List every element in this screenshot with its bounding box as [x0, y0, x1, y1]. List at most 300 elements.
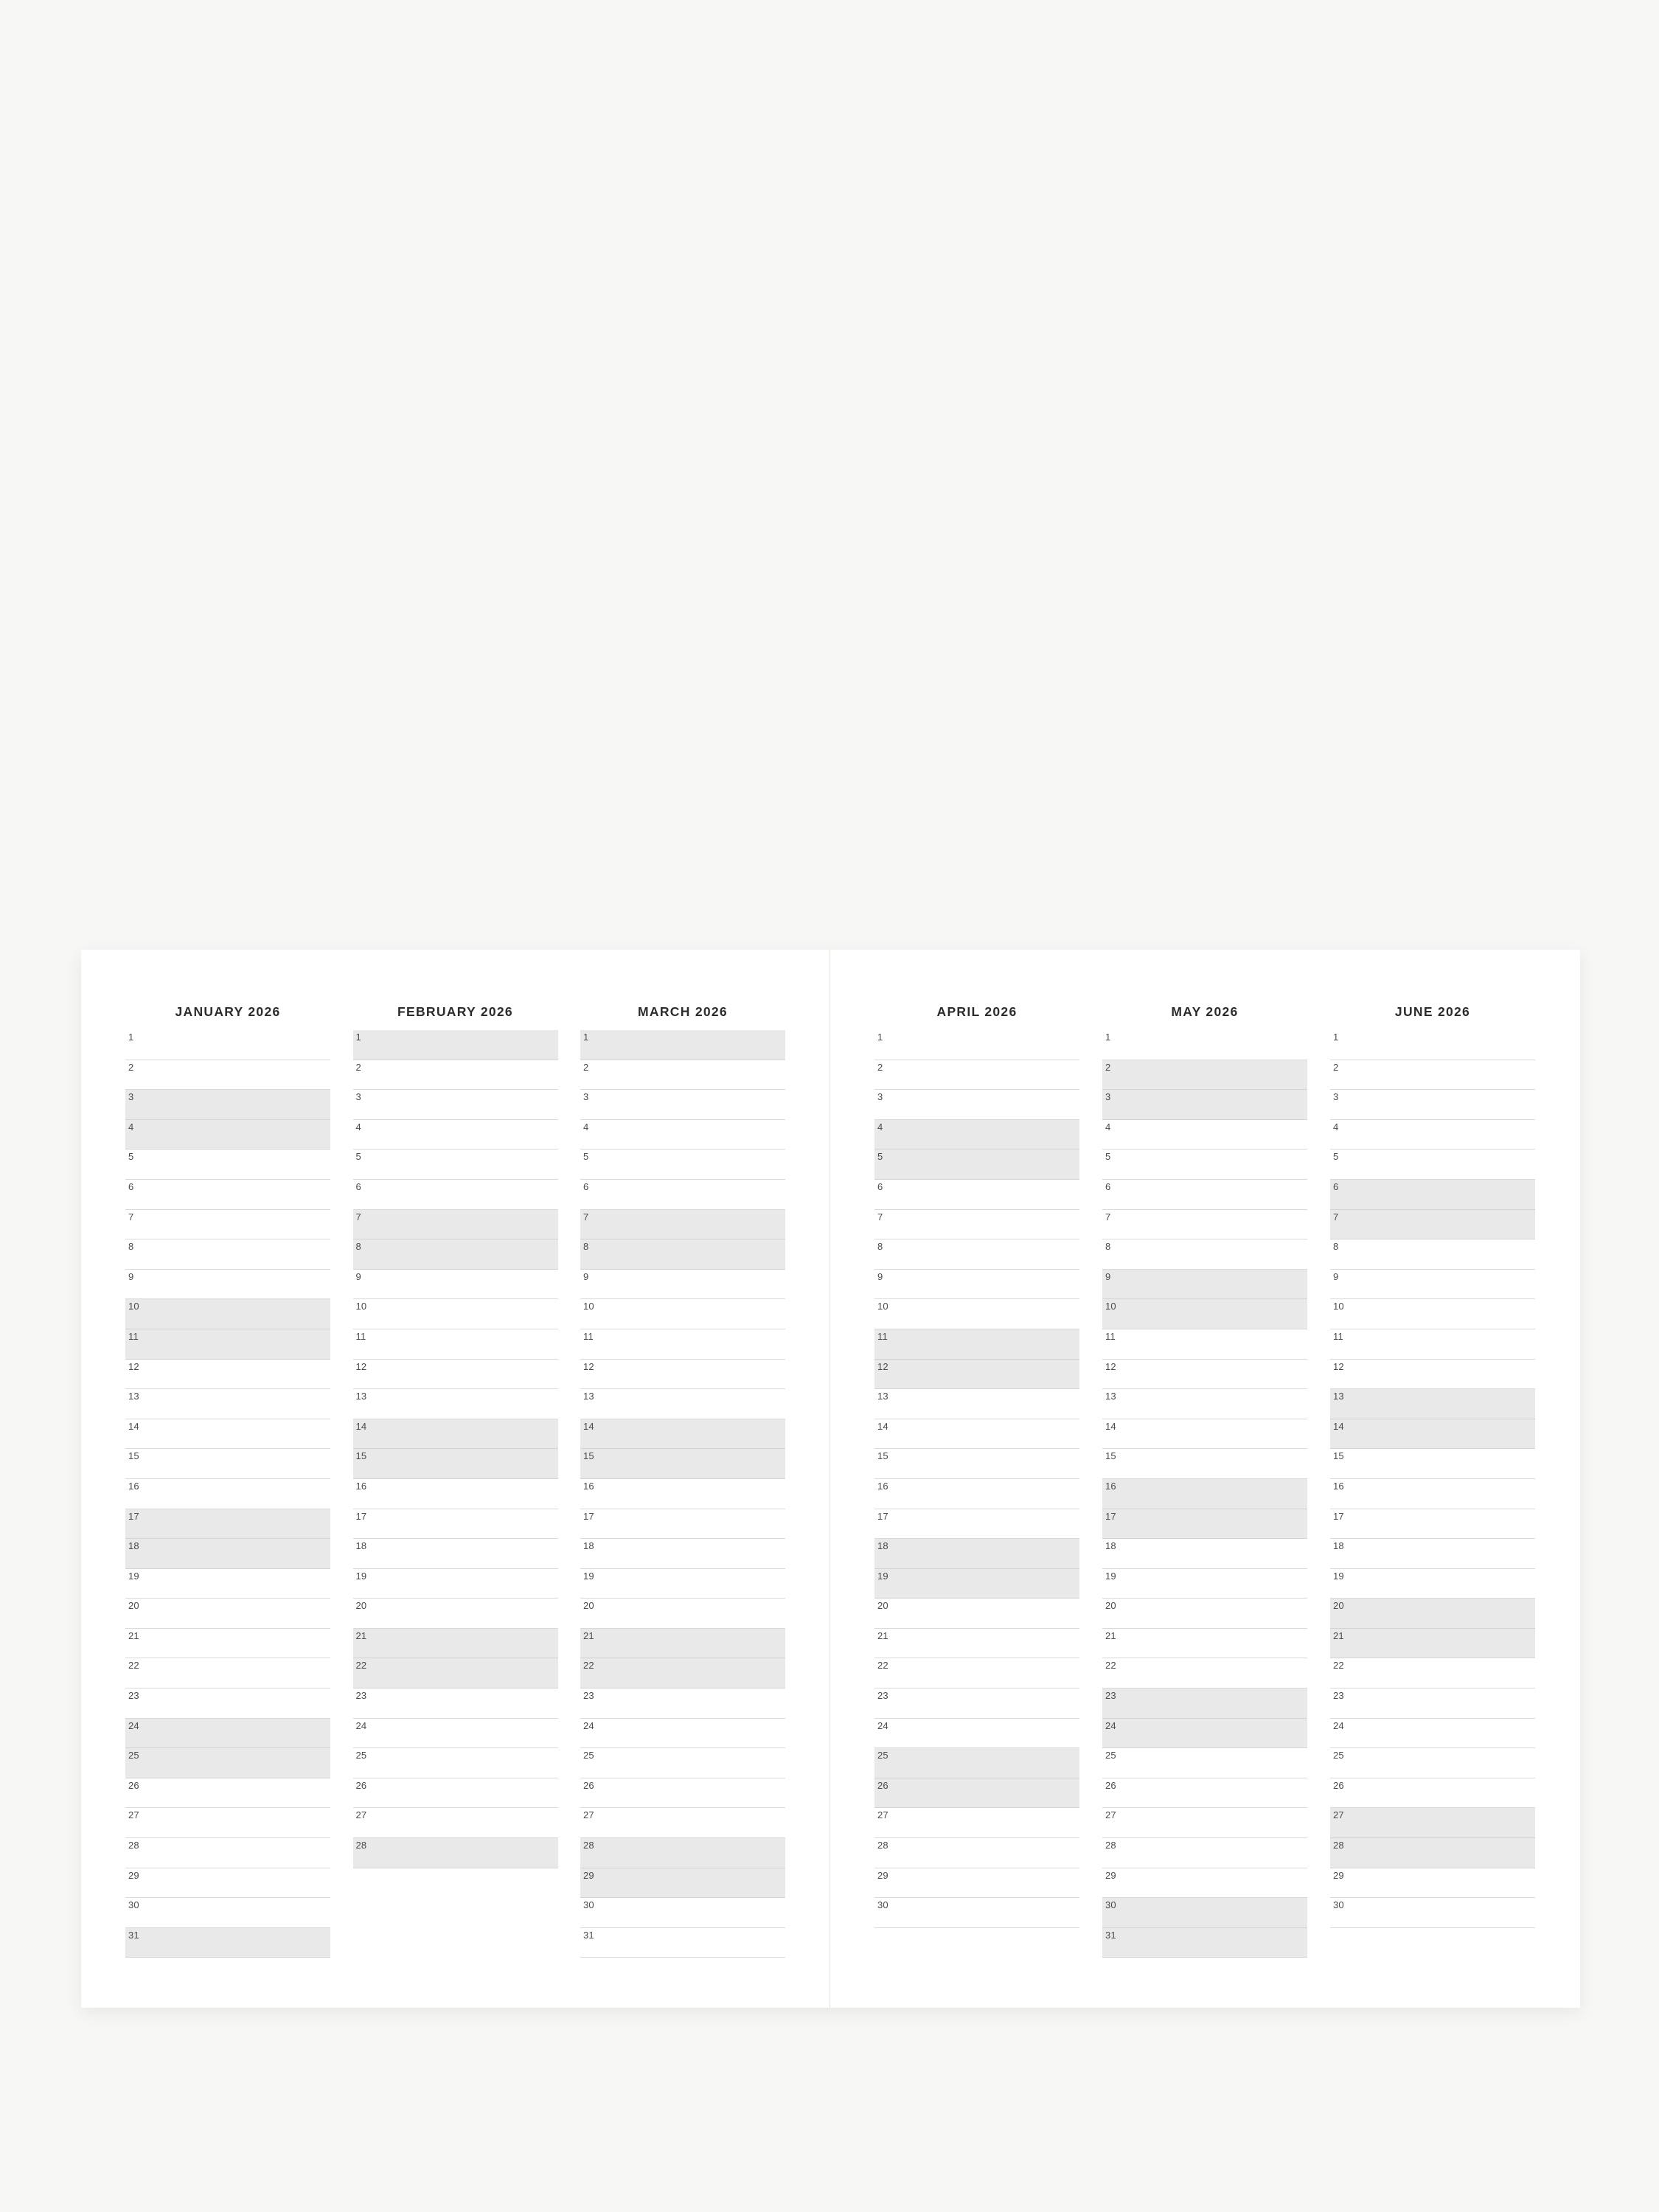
day-number: 12 — [355, 1360, 367, 1372]
day-number: 22 — [877, 1660, 888, 1672]
day-number: 18 — [877, 1540, 888, 1552]
day-row[interactable] — [874, 1090, 1079, 1120]
day-row[interactable] — [1102, 1658, 1307, 1688]
day-row[interactable] — [353, 1090, 558, 1120]
day-row[interactable] — [874, 1539, 1079, 1569]
day-number: 5 — [877, 1151, 883, 1163]
day-row[interactable] — [125, 1688, 330, 1719]
day-row[interactable] — [1330, 1090, 1535, 1120]
day-row[interactable] — [125, 1180, 330, 1210]
day-row[interactable] — [1102, 1360, 1307, 1390]
day-row[interactable] — [580, 1090, 785, 1120]
day-row[interactable] — [1102, 1329, 1307, 1360]
day-row[interactable] — [125, 1299, 330, 1329]
day-row[interactable] — [353, 1808, 558, 1838]
day-number: 1 — [1333, 1032, 1339, 1043]
day-row[interactable] — [353, 1389, 558, 1419]
day-row[interactable] — [1102, 1569, 1307, 1599]
month-column-february — [353, 1004, 558, 2008]
day-number: 24 — [583, 1719, 594, 1731]
day-row[interactable] — [1102, 1270, 1307, 1300]
day-number: 1 — [355, 1032, 361, 1043]
day-row[interactable] — [125, 1569, 330, 1599]
day-number: 11 — [1333, 1330, 1343, 1342]
day-number: 22 — [1105, 1660, 1116, 1672]
day-number: 16 — [1105, 1480, 1116, 1492]
day-number: 27 — [583, 1809, 594, 1821]
day-row[interactable] — [125, 1210, 330, 1240]
day-list-april — [874, 1030, 1079, 1958]
day-number: 23 — [1105, 1690, 1116, 1702]
day-number: 3 — [355, 1091, 361, 1103]
day-number: 24 — [1333, 1719, 1344, 1731]
day-row[interactable] — [353, 1329, 558, 1360]
day-number: 28 — [1105, 1840, 1116, 1851]
day-row[interactable] — [353, 1569, 558, 1599]
day-number: 20 — [1105, 1600, 1116, 1612]
right-page — [830, 950, 1579, 2008]
day-row[interactable] — [874, 1778, 1079, 1809]
day-row[interactable] — [1330, 1239, 1535, 1270]
day-row[interactable] — [353, 1658, 558, 1688]
day-row[interactable] — [580, 1748, 785, 1778]
day-row[interactable] — [125, 1360, 330, 1390]
day-row[interactable] — [1330, 1329, 1535, 1360]
day-number: 30 — [1105, 1899, 1116, 1911]
day-row[interactable] — [125, 1090, 330, 1120]
day-row[interactable] — [874, 1599, 1079, 1629]
day-row[interactable] — [125, 1030, 330, 1060]
day-row[interactable] — [1102, 1898, 1307, 1928]
day-number: 27 — [877, 1809, 888, 1821]
day-row[interactable] — [1102, 1868, 1307, 1899]
day-row[interactable] — [874, 1360, 1079, 1390]
day-row-empty — [353, 1928, 558, 1958]
day-row[interactable] — [874, 1808, 1079, 1838]
day-row[interactable] — [125, 1120, 330, 1150]
day-list-may — [1102, 1030, 1307, 1958]
day-row[interactable] — [580, 1449, 785, 1479]
day-row[interactable] — [874, 1150, 1079, 1180]
day-row[interactable] — [1330, 1509, 1535, 1540]
day-row[interactable] — [874, 1329, 1079, 1360]
day-number: 25 — [877, 1750, 888, 1761]
day-row[interactable] — [1330, 1120, 1535, 1150]
day-row[interactable] — [580, 1479, 785, 1509]
day-number: 4 — [128, 1121, 134, 1133]
day-number: 17 — [877, 1510, 888, 1522]
day-number: 14 — [128, 1420, 139, 1432]
day-row[interactable] — [874, 1210, 1079, 1240]
day-row[interactable] — [1330, 1210, 1535, 1240]
day-row[interactable] — [1330, 1868, 1535, 1899]
day-row[interactable] — [580, 1299, 785, 1329]
day-row[interactable] — [1102, 1808, 1307, 1838]
day-row[interactable] — [580, 1629, 785, 1659]
day-row[interactable] — [580, 1060, 785, 1091]
day-row[interactable] — [125, 1239, 330, 1270]
day-row[interactable] — [1330, 1778, 1535, 1809]
day-number: 8 — [1333, 1241, 1339, 1253]
day-row[interactable] — [580, 1688, 785, 1719]
day-row[interactable] — [125, 1928, 330, 1958]
day-row[interactable] — [1330, 1389, 1535, 1419]
day-row[interactable] — [1330, 1299, 1535, 1329]
day-row[interactable] — [125, 1748, 330, 1778]
day-number: 4 — [583, 1121, 589, 1133]
day-row[interactable] — [580, 1719, 785, 1749]
day-number: 23 — [128, 1690, 139, 1702]
day-row[interactable] — [874, 1479, 1079, 1509]
day-number: 15 — [877, 1450, 888, 1462]
day-number: 4 — [877, 1121, 883, 1133]
day-number: 27 — [1105, 1809, 1116, 1821]
day-row[interactable] — [353, 1270, 558, 1300]
day-row[interactable] — [125, 1778, 330, 1809]
day-row[interactable] — [874, 1270, 1079, 1300]
day-row[interactable] — [125, 1808, 330, 1838]
day-row[interactable] — [353, 1030, 558, 1060]
day-row[interactable] — [1102, 1210, 1307, 1240]
month-column-april — [874, 1004, 1079, 2008]
day-row[interactable] — [1102, 1688, 1307, 1719]
day-row[interactable] — [874, 1569, 1079, 1599]
day-row[interactable] — [874, 1629, 1079, 1659]
day-number: 6 — [877, 1180, 883, 1192]
day-row[interactable] — [1330, 1808, 1535, 1838]
day-number: 16 — [355, 1480, 367, 1492]
day-row[interactable] — [1102, 1060, 1307, 1091]
day-row[interactable] — [580, 1180, 785, 1210]
day-row[interactable] — [580, 1868, 785, 1899]
day-row[interactable] — [1102, 1539, 1307, 1569]
day-number: 1 — [1105, 1032, 1111, 1043]
day-number: 24 — [128, 1719, 139, 1731]
day-row[interactable] — [874, 1868, 1079, 1899]
day-row[interactable] — [353, 1509, 558, 1540]
day-number: 20 — [583, 1600, 594, 1612]
month-title: JANUARY 2026 — [175, 1004, 281, 1019]
day-number: 18 — [583, 1540, 594, 1552]
day-number: 1 — [583, 1032, 589, 1043]
day-row[interactable] — [874, 1719, 1079, 1749]
day-row[interactable] — [1330, 1719, 1535, 1749]
day-row[interactable] — [353, 1150, 558, 1180]
day-number: 9 — [877, 1270, 883, 1282]
day-row[interactable] — [580, 1239, 785, 1270]
day-row[interactable] — [125, 1509, 330, 1540]
day-row[interactable] — [580, 1569, 785, 1599]
day-row[interactable] — [1102, 1778, 1307, 1809]
day-number: 7 — [1333, 1211, 1339, 1222]
day-row[interactable] — [125, 1329, 330, 1360]
day-row[interactable] — [1330, 1180, 1535, 1210]
day-number: 12 — [1333, 1360, 1344, 1372]
day-row[interactable] — [125, 1599, 330, 1629]
day-number: 29 — [1105, 1869, 1116, 1881]
day-row[interactable] — [1330, 1449, 1535, 1479]
day-row[interactable] — [874, 1299, 1079, 1329]
day-row[interactable] — [125, 1838, 330, 1868]
day-row[interactable] — [874, 1658, 1079, 1688]
day-number: 6 — [128, 1180, 134, 1192]
day-row[interactable] — [580, 1120, 785, 1150]
day-number: 1 — [128, 1032, 134, 1043]
day-row[interactable] — [353, 1060, 558, 1091]
day-number: 10 — [583, 1301, 594, 1312]
day-number: 23 — [1333, 1690, 1344, 1702]
day-row[interactable] — [580, 1539, 785, 1569]
day-number: 5 — [1333, 1151, 1339, 1163]
day-number: 20 — [128, 1600, 139, 1612]
day-row[interactable] — [874, 1030, 1079, 1060]
day-row[interactable] — [1102, 1150, 1307, 1180]
day-row[interactable] — [580, 1270, 785, 1300]
month-title: MARCH 2026 — [638, 1004, 728, 1019]
day-number: 8 — [583, 1241, 589, 1253]
day-number: 17 — [583, 1510, 594, 1522]
day-number: 11 — [877, 1330, 888, 1342]
day-row[interactable] — [874, 1419, 1079, 1450]
day-row[interactable] — [353, 1688, 558, 1719]
day-number: 3 — [128, 1091, 134, 1103]
day-row[interactable] — [580, 1150, 785, 1180]
left-page — [81, 950, 830, 2008]
day-row[interactable] — [1102, 1838, 1307, 1868]
day-number: 14 — [1333, 1420, 1344, 1432]
day-number: 31 — [1105, 1929, 1116, 1941]
day-row[interactable] — [125, 1449, 330, 1479]
day-row[interactable] — [1102, 1599, 1307, 1629]
day-row[interactable] — [1102, 1419, 1307, 1450]
day-number: 23 — [583, 1690, 594, 1702]
day-number: 9 — [355, 1270, 361, 1282]
day-number: 23 — [355, 1690, 367, 1702]
day-row[interactable] — [125, 1419, 330, 1450]
day-number: 7 — [128, 1211, 134, 1222]
day-number: 2 — [1105, 1061, 1111, 1073]
day-row[interactable] — [1330, 1539, 1535, 1569]
day-row[interactable] — [125, 1719, 330, 1749]
day-row[interactable] — [1102, 1030, 1307, 1060]
day-number: 8 — [355, 1241, 361, 1253]
day-number: 7 — [583, 1211, 589, 1222]
day-number: 2 — [355, 1061, 361, 1073]
day-row[interactable] — [353, 1479, 558, 1509]
day-row[interactable] — [353, 1599, 558, 1629]
day-number: 4 — [1333, 1121, 1339, 1133]
day-row[interactable] — [125, 1479, 330, 1509]
day-row[interactable] — [874, 1239, 1079, 1270]
day-row[interactable] — [580, 1838, 785, 1868]
day-row[interactable] — [1330, 1030, 1535, 1060]
day-row[interactable] — [1102, 1090, 1307, 1120]
day-row[interactable] — [580, 1808, 785, 1838]
day-row[interactable] — [874, 1389, 1079, 1419]
day-row[interactable] — [1330, 1479, 1535, 1509]
day-row[interactable] — [1330, 1569, 1535, 1599]
day-row[interactable] — [125, 1270, 330, 1300]
day-number: 29 — [583, 1869, 594, 1881]
day-row[interactable] — [874, 1509, 1079, 1540]
day-row[interactable] — [1102, 1629, 1307, 1659]
day-row[interactable] — [353, 1360, 558, 1390]
day-number: 25 — [1105, 1750, 1116, 1761]
day-number: 2 — [583, 1061, 589, 1073]
day-number: 13 — [583, 1391, 594, 1402]
day-row-empty — [353, 1868, 558, 1899]
day-row[interactable] — [580, 1419, 785, 1450]
day-number: 12 — [128, 1360, 139, 1372]
day-row[interactable] — [874, 1688, 1079, 1719]
day-row[interactable] — [125, 1658, 330, 1688]
day-row[interactable] — [125, 1060, 330, 1091]
day-number: 19 — [1105, 1570, 1116, 1582]
day-number: 14 — [1105, 1420, 1116, 1432]
day-number: 15 — [355, 1450, 367, 1462]
day-row[interactable] — [125, 1629, 330, 1659]
day-row[interactable] — [1330, 1270, 1535, 1300]
day-row[interactable] — [874, 1838, 1079, 1868]
day-row[interactable] — [353, 1748, 558, 1778]
day-row[interactable] — [580, 1778, 785, 1809]
day-row[interactable] — [1102, 1928, 1307, 1958]
day-row[interactable] — [1330, 1060, 1535, 1091]
day-row[interactable] — [1330, 1599, 1535, 1629]
day-row[interactable] — [874, 1449, 1079, 1479]
day-row[interactable] — [353, 1299, 558, 1329]
day-row[interactable] — [1330, 1898, 1535, 1928]
day-row[interactable] — [353, 1239, 558, 1270]
day-row[interactable] — [353, 1210, 558, 1240]
day-row[interactable] — [1330, 1419, 1535, 1450]
day-number: 13 — [1333, 1391, 1344, 1402]
day-number: 29 — [877, 1869, 888, 1881]
day-number: 18 — [1333, 1540, 1344, 1552]
day-number: 10 — [877, 1301, 888, 1312]
day-row[interactable] — [1330, 1629, 1535, 1659]
day-row[interactable] — [1330, 1748, 1535, 1778]
day-number: 9 — [128, 1270, 134, 1282]
day-row[interactable] — [353, 1180, 558, 1210]
day-row[interactable] — [353, 1838, 558, 1868]
day-number: 26 — [128, 1779, 139, 1791]
day-row[interactable] — [1102, 1389, 1307, 1419]
day-row[interactable] — [874, 1898, 1079, 1928]
day-row[interactable] — [874, 1120, 1079, 1150]
day-number: 3 — [877, 1091, 883, 1103]
day-row[interactable] — [1330, 1688, 1535, 1719]
day-number: 16 — [1333, 1480, 1344, 1492]
day-number: 7 — [1105, 1211, 1111, 1222]
day-row[interactable] — [1102, 1239, 1307, 1270]
day-row[interactable] — [580, 1658, 785, 1688]
day-row[interactable] — [1330, 1658, 1535, 1688]
day-row[interactable] — [1102, 1509, 1307, 1540]
day-number: 24 — [1105, 1719, 1116, 1731]
day-row[interactable] — [580, 1389, 785, 1419]
day-number: 20 — [1333, 1600, 1344, 1612]
day-number: 10 — [1333, 1301, 1344, 1312]
day-number: 30 — [1333, 1899, 1344, 1911]
day-number: 17 — [1105, 1510, 1116, 1522]
day-row[interactable] — [353, 1120, 558, 1150]
day-number: 6 — [583, 1180, 589, 1192]
day-row[interactable] — [580, 1329, 785, 1360]
day-row[interactable] — [353, 1539, 558, 1569]
day-row[interactable] — [580, 1360, 785, 1390]
day-row[interactable] — [580, 1599, 785, 1629]
day-number: 21 — [583, 1630, 594, 1641]
day-row-empty — [1330, 1928, 1535, 1958]
day-row[interactable] — [580, 1898, 785, 1928]
day-row[interactable] — [874, 1060, 1079, 1091]
day-number: 23 — [877, 1690, 888, 1702]
day-row[interactable] — [353, 1719, 558, 1749]
day-row[interactable] — [1330, 1360, 1535, 1390]
day-number: 24 — [877, 1719, 888, 1731]
day-number: 11 — [355, 1330, 366, 1342]
day-row[interactable] — [1102, 1449, 1307, 1479]
day-number: 21 — [877, 1630, 888, 1641]
day-number: 28 — [1333, 1840, 1344, 1851]
day-number: 25 — [1333, 1750, 1344, 1761]
day-row[interactable] — [580, 1210, 785, 1240]
day-row[interactable] — [125, 1150, 330, 1180]
day-row[interactable] — [1102, 1299, 1307, 1329]
day-number: 7 — [877, 1211, 883, 1222]
day-row-empty — [353, 1898, 558, 1928]
day-number: 11 — [583, 1330, 594, 1342]
day-row[interactable] — [580, 1030, 785, 1060]
day-row[interactable] — [580, 1509, 785, 1540]
day-row[interactable] — [1102, 1719, 1307, 1749]
day-row[interactable] — [125, 1389, 330, 1419]
day-number: 26 — [1333, 1779, 1344, 1791]
day-row[interactable] — [874, 1180, 1079, 1210]
day-number: 2 — [877, 1061, 883, 1073]
day-number: 21 — [355, 1630, 367, 1641]
day-row[interactable] — [125, 1868, 330, 1899]
day-row[interactable] — [353, 1419, 558, 1450]
day-row[interactable] — [353, 1778, 558, 1809]
day-row[interactable] — [580, 1928, 785, 1958]
day-row[interactable] — [1330, 1838, 1535, 1868]
day-row[interactable] — [353, 1449, 558, 1479]
planner-spread — [81, 950, 1580, 2008]
day-row[interactable] — [1102, 1479, 1307, 1509]
day-number: 11 — [1105, 1330, 1116, 1342]
day-number: 9 — [583, 1270, 589, 1282]
day-number: 2 — [128, 1061, 134, 1073]
month-title: MAY 2026 — [1171, 1004, 1239, 1019]
day-row[interactable] — [125, 1898, 330, 1928]
day-row[interactable] — [1102, 1120, 1307, 1150]
month-column-may — [1102, 1004, 1307, 2008]
day-number: 29 — [128, 1869, 139, 1881]
day-row[interactable] — [353, 1629, 558, 1659]
day-number: 3 — [1333, 1091, 1339, 1103]
month-title: APRIL 2026 — [936, 1004, 1018, 1019]
day-row[interactable] — [125, 1539, 330, 1569]
day-row[interactable] — [1102, 1180, 1307, 1210]
day-row[interactable] — [1330, 1150, 1535, 1180]
day-number: 14 — [583, 1420, 594, 1432]
day-list-february — [353, 1030, 558, 1958]
day-row[interactable] — [874, 1748, 1079, 1778]
day-row[interactable] — [1102, 1748, 1307, 1778]
day-number: 25 — [128, 1750, 139, 1761]
